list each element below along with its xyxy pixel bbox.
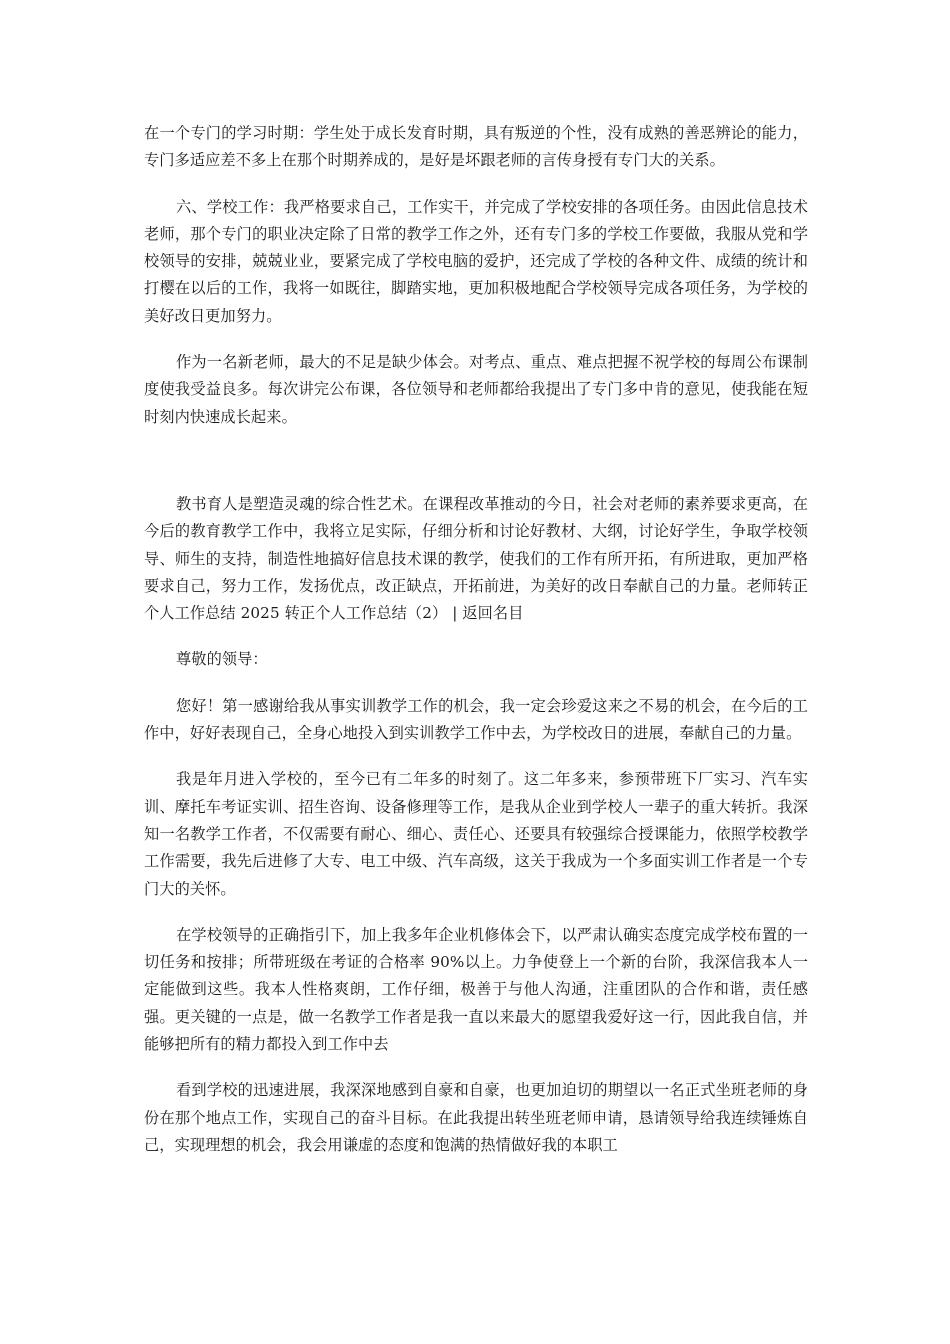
paragraph-school-work: 六、学校工作：我严格要求自己，工作实干，并完成了学校安排的各项任务。由因此信息技术老师，那个专门的职业决定除了日常的教学工作之外，还有专门多的学校工作要做，我服从党和学校领导的安排，兢兢业业，要紧完成了学校电脑的爱护，还完成了学校的各种文件、成绩的统计和打樱在以后的工作，我将一如既往，脚踏实地，更加积极地配合学校领导完成各项任务，为学校的美好改日更加努力。 bbox=[144, 197, 808, 325]
paragraph-greeting: 您好！第一感谢给我从事实训教学工作的机会，我一定会珍爱这来之不易的机会，在今后的工作中，好好表现自己，全身心地投入到实训教学工作中去，为学校改日的进展，奉献自己的力量。 bbox=[144, 696, 808, 743]
paragraph-application: 看到学校的迅速进展，我深深地感到自豪和自豪，也更加迫切的期望以一名正式坐班老师的身份在那个地点工作，实现自己的奋斗目标。在此我提出转坐班老师申请，恳请领导给我连续锤炼自己，实现理想的机会，我会用谦虚的态度和饱满的热情做好我的本职工 bbox=[144, 1081, 808, 1154]
salutation: 尊敬的领导： bbox=[176, 650, 268, 669]
paragraph-shortcomings: 作为一名新老师，最大的不足是缺少体会。对考点、重点、难点把握不祝学校的每周公布课制度使我受益良多。每次讲完公布课，各位领导和老师都给我提出了专门多中肯的意见，使我能在短时刻内快速成长起来。 bbox=[144, 353, 808, 426]
paragraph-background: 我是年月进入学校的，至今已有二年多的时刻了。这二年多来，参预带班下厂实习、汽车实训、摩托车考证实训、招生咨询、设备修理等工作，是我从企业到学校人一辈子的重大转折。我深知一名教学工作者，不仅需要有耐心、细心、责任心、还要具有较强综合授课能力，依照学校教学工作需要，我先后进修了大专、电工中级、汽车高级，这关于我成为一个多面实训工作者是一个专门大的关怀。 bbox=[144, 770, 808, 898]
paragraph-achievements: 在学校领导的正确指引下，加上我多年企业机修体会下，以严肃认确实态度完成学校布置的一切任务和按排；所带班级在考证的合格率 90%以上。力争使登上一个新的台阶，我深信我本人一定能做到这些。我本人性格爽朗，工作仔细，极善于与他人沟通，注重团队的合作和谐，责任感强。更关键的一点是，做一名教学工作者是我一直以来最大的愿望我爱好这一行，因此我自信，并能够把所有的精力都投入到工作中去 bbox=[144, 925, 808, 1054]
document-page bbox=[144, 120, 808, 1159]
paragraph-adolescence: 在一个专门的学习时期：学生处于成长发育时期，具有叛逆的个性，没有成熟的善恶辨论的能力，专门多适应差不多上在那个时期养成的，是好是坏跟老师的言传身授有专门大的关系。 bbox=[144, 124, 808, 170]
paragraph-educating-people: 教书育人是塑造灵魂的综合性艺术。在课程改革推动的今日，社会对老师的素养要求更高，在今后的教育教学工作中，我将立足实际，仔细分析和讨论好教材、大纲，讨论好学生，争取学校领导、师生的支持，制造性地搞好信息技术课的教学，使我们的工作有所开拓，有所进取，更加严格要求自己，努力工作，发扬优点，改正缺点，开拓前进，为美好的改日奉献自己的力量。老师转正个人工作总结 2025 转正个人工作总结（2） | 返回名目 bbox=[144, 494, 808, 623]
